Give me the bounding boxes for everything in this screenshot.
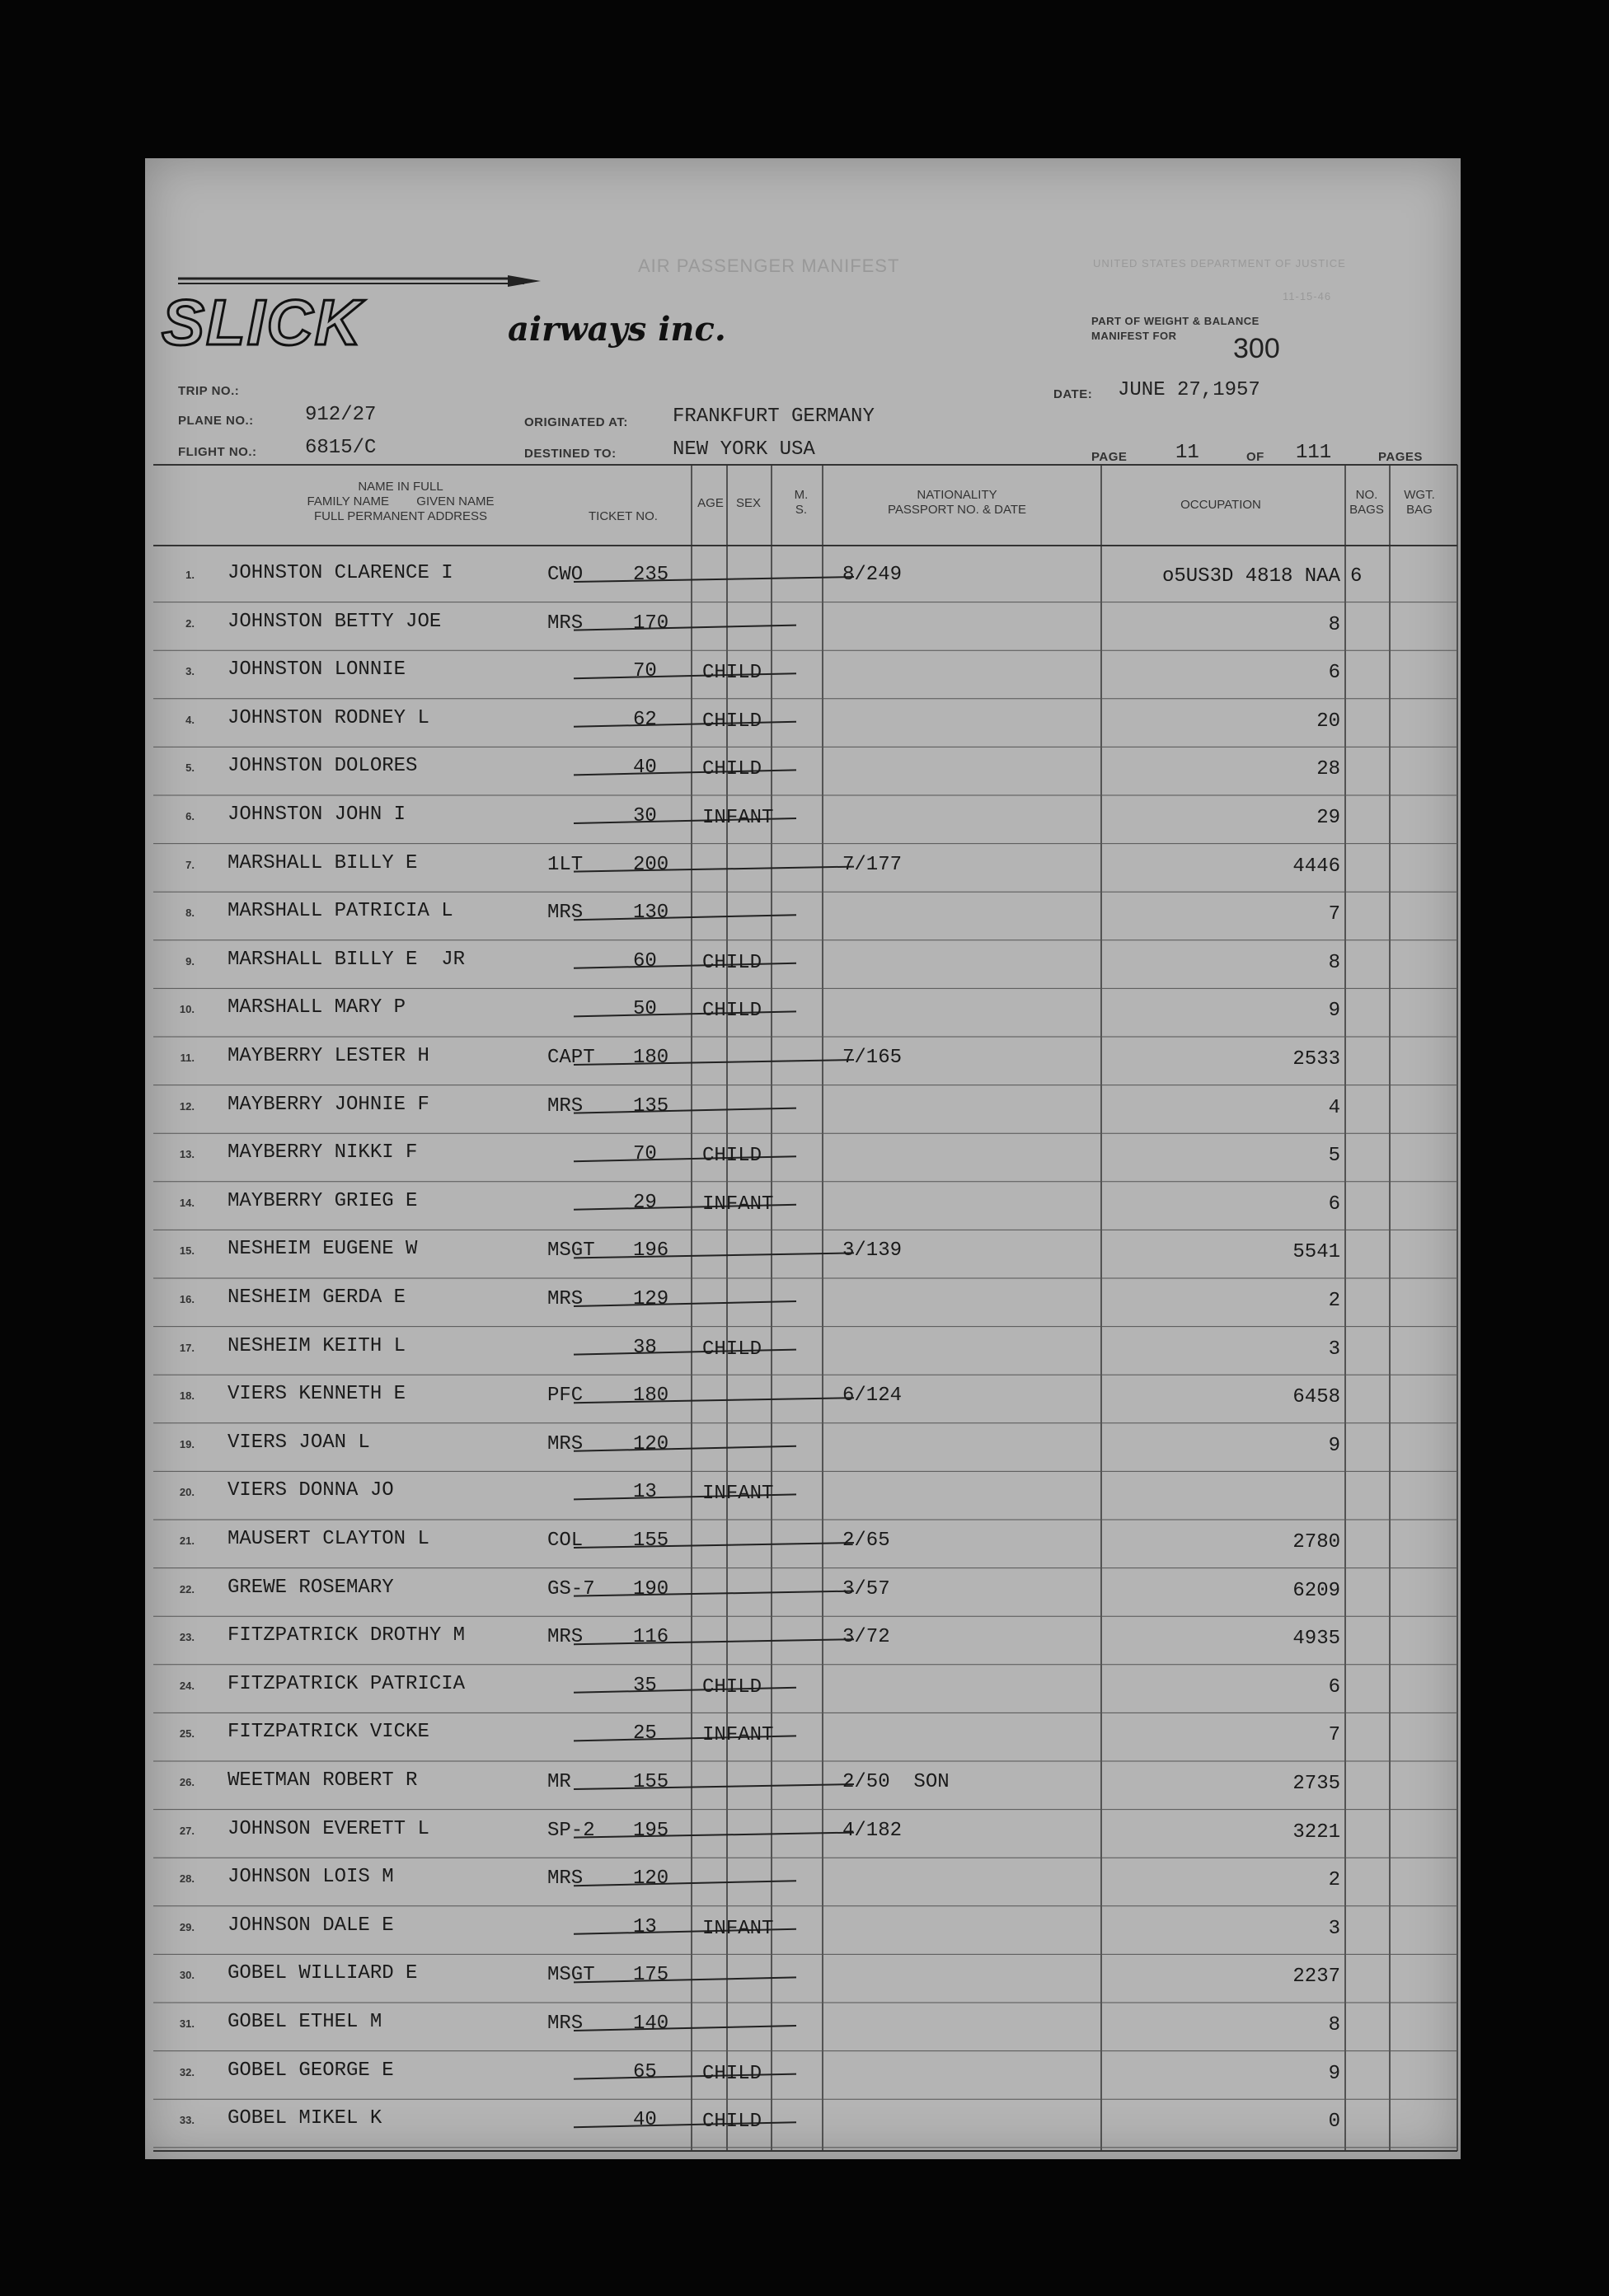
passenger-name: FITZPATRICK DROTHY M	[228, 1624, 466, 1647]
table-row	[145, 1616, 1461, 1665]
passenger-name: MAUSERT CLAYTON L	[228, 1528, 429, 1550]
row-number: 23.	[179, 1631, 195, 1644]
table-row	[145, 1278, 1461, 1327]
ticket-weight: 13	[633, 1481, 657, 1504]
passenger-name: MAYBERRY NIKKI F	[228, 1141, 418, 1164]
manifest-sheet	[145, 158, 1461, 2159]
table-row	[145, 795, 1461, 844]
passenger-title: MRS	[547, 1288, 584, 1310]
passenger-name: NESHEIM EUGENE W	[228, 1238, 418, 1261]
ticket-weight: 195	[633, 1819, 669, 1842]
table-row	[145, 2003, 1461, 2051]
table-row	[145, 1761, 1461, 1810]
passenger-name: GOBEL MIKEL K	[228, 2107, 382, 2130]
weight-note-2: MANIFEST FOR	[1091, 330, 1177, 342]
age-category: INFANT	[702, 807, 774, 829]
col-header-sex: SEX	[735, 496, 761, 510]
passenger-name: JOHNSTON LONNIE	[228, 658, 406, 682]
col-header-ms-2: S.	[795, 503, 808, 517]
ticket-weight: 196	[633, 1239, 669, 1263]
passenger-title: MRS	[547, 1094, 584, 1118]
row-number: 17.	[179, 1341, 195, 1354]
occupation-value: 9	[1328, 1434, 1340, 1457]
age-category: INFANT	[702, 1724, 774, 1747]
occupation-value: 28	[1316, 758, 1340, 781]
occupation-value: 6	[1328, 1193, 1340, 1216]
passenger-title: GS-7	[547, 1577, 595, 1600]
passenger-name: MARSHALL BILLY E JR	[228, 948, 466, 971]
occupation-value: 6	[1328, 662, 1340, 685]
col-header-name-3: FULL PERMANENT ADDRESS	[313, 509, 488, 523]
passenger-name: GOBEL ETHEL M	[228, 2011, 382, 2033]
occupation-value: 2237	[1292, 1966, 1340, 1989]
occupation-value: 7	[1328, 1724, 1340, 1747]
ticket-weight: 70	[633, 1143, 657, 1166]
passenger-name: JOHNSON LOIS M	[228, 1866, 394, 1889]
table-row	[145, 988, 1461, 1037]
ticket-weight: 38	[633, 1336, 657, 1359]
ticket-weight: 60	[633, 949, 657, 972]
ticket-weight: 170	[633, 611, 669, 635]
passport-number: 6/124	[842, 1385, 903, 1408]
ticket-weight: 120	[633, 1432, 669, 1455]
passenger-title: MSGT	[547, 1239, 595, 1263]
age-category: CHILD	[702, 662, 762, 685]
row-number: 32.	[179, 2065, 195, 2078]
occupation-value: 3	[1328, 1338, 1340, 1361]
passenger-name: VIERS KENNETH E	[228, 1383, 406, 1406]
ticket-weight: 190	[633, 1577, 669, 1600]
table-row	[145, 1665, 1461, 1713]
ticket-weight: 180	[633, 1385, 669, 1408]
occupation-value: 0	[1328, 2111, 1340, 2134]
occupation-value: 3	[1328, 1917, 1340, 1940]
passenger-title: 1LT	[547, 853, 584, 876]
table-row	[145, 1037, 1461, 1085]
row-number: 4.	[185, 713, 195, 726]
dest-value: NEW YORK USA	[673, 438, 815, 461]
passport-number: 8/249	[842, 564, 903, 586]
table-row	[145, 2099, 1461, 2148]
occupation-value: 4446	[1292, 855, 1340, 878]
passenger-title: MRS	[547, 1626, 584, 1649]
passenger-name: WEETMAN ROBERT R	[228, 1769, 418, 1792]
table-row	[145, 1085, 1461, 1134]
ticket-weight: 35	[633, 1674, 657, 1697]
passenger-title: CWO	[547, 564, 584, 586]
passenger-name: JOHNSON DALE E	[228, 1914, 394, 1937]
bags-count: 6	[1350, 565, 1363, 588]
row-number: 21.	[179, 1535, 195, 1547]
row-number: 6.	[185, 810, 195, 822]
row-number: 33.	[179, 2114, 195, 2127]
passport-number: 3/139	[842, 1239, 903, 1263]
pages-label: PAGES	[1378, 450, 1423, 464]
ticket-weight: 120	[633, 1867, 669, 1891]
age-category: INFANT	[702, 1193, 774, 1216]
plane-label: PLANE NO.:	[178, 414, 254, 428]
occupation-value: 9	[1328, 1000, 1340, 1023]
passenger-name: MARSHALL MARY P	[228, 996, 406, 1019]
row-number: 8.	[185, 907, 195, 920]
origin-label: ORIGINATED AT:	[524, 415, 628, 429]
dest-label: DESTINED TO:	[524, 447, 617, 461]
table-row	[145, 1182, 1461, 1230]
passenger-title: MRS	[547, 902, 584, 925]
ticket-weight: 40	[633, 2109, 657, 2132]
table-row	[145, 844, 1461, 893]
occupation-value: 8	[1328, 2014, 1340, 2036]
table-row	[145, 940, 1461, 989]
row-number: 25.	[179, 1727, 195, 1741]
page-value: 11	[1175, 442, 1199, 464]
occupation-value: 29	[1316, 807, 1340, 829]
occupation-value: 8	[1328, 613, 1340, 636]
trip-label: TRIP NO.:	[178, 384, 240, 398]
row-number: 27.	[179, 1824, 195, 1837]
occupation-value: 2	[1328, 1290, 1340, 1312]
passenger-name: MARSHALL BILLY E	[228, 851, 418, 874]
flight-label: FLIGHT NO.:	[178, 445, 257, 459]
page-label: PAGE	[1091, 450, 1128, 464]
passenger-name: FITZPATRICK VICKE	[228, 1721, 429, 1744]
col-header-wgt-2: BAG	[1406, 503, 1433, 517]
ticket-weight: 235	[633, 564, 669, 586]
occupation-value: 2780	[1292, 1531, 1340, 1553]
ticket-weight: 70	[633, 660, 657, 683]
row-number: 18.	[179, 1389, 195, 1403]
col-header-ticket: TICKET NO.	[589, 509, 658, 523]
occupation-value: 3221	[1292, 1820, 1340, 1844]
table-row	[145, 1858, 1461, 1906]
passenger-name: JOHNSTON JOHN I	[228, 804, 406, 826]
row-number: 9.	[185, 954, 195, 968]
passport-number: 2/50 SON	[842, 1771, 950, 1793]
ticket-weight: 40	[633, 757, 657, 780]
table-row	[145, 1520, 1461, 1568]
col-header-bags-1: NO.	[1355, 488, 1378, 502]
weight-note-1: PART OF WEIGHT & BALANCE	[1091, 315, 1260, 327]
ticket-weight: 140	[633, 2013, 669, 2035]
row-number: 3.	[185, 665, 195, 678]
row-number: 31.	[179, 2017, 195, 2030]
occupation-value: 5	[1328, 1145, 1340, 1168]
table-row	[145, 892, 1461, 940]
manifest-title: AIR PASSENGER MANIFEST	[638, 255, 900, 276]
table-row	[145, 699, 1461, 747]
ticket-weight: 65	[633, 2060, 657, 2083]
passenger-name: JOHNSTON CLARENCE I	[228, 562, 453, 584]
ticket-weight: 135	[633, 1094, 669, 1118]
occupation-value: 2735	[1292, 1773, 1340, 1795]
row-number: 28.	[179, 1872, 195, 1886]
col-header-nat-1: NATIONALITY	[917, 488, 997, 502]
occupation-value: 20	[1316, 710, 1340, 733]
ticket-weight: 129	[633, 1288, 669, 1310]
ticket-weight: 50	[633, 998, 657, 1021]
row-number: 11.	[180, 1052, 195, 1064]
table-row	[145, 1810, 1461, 1858]
table-row	[145, 747, 1461, 795]
occupation-value: 5541	[1292, 1241, 1340, 1264]
row-number: 30.	[179, 1969, 195, 1982]
table-row	[145, 1327, 1461, 1375]
occupation-value: 6	[1328, 1675, 1340, 1699]
table-row	[145, 1954, 1461, 2003]
occupation-value: 6458	[1292, 1386, 1340, 1409]
passenger-name: MARSHALL PATRICIA L	[228, 900, 453, 923]
table-row	[145, 1471, 1461, 1520]
age-category: CHILD	[702, 951, 762, 974]
flight-value: 6815/C	[305, 437, 377, 459]
row-number: 10.	[179, 1003, 195, 1016]
passenger-name: NESHEIM GERDA E	[228, 1286, 406, 1309]
passenger-name: JOHNSTON RODNEY L	[228, 706, 429, 729]
passport-number: 7/165	[842, 1047, 903, 1069]
passenger-name: GREWE ROSEMARY	[228, 1576, 394, 1599]
age-category: CHILD	[702, 1000, 762, 1023]
logo-sub: airways inc.	[508, 310, 726, 349]
table-row	[145, 1906, 1461, 1955]
col-header-ms-1: M.	[794, 488, 809, 502]
passenger-name: MAYBERRY GRIEG E	[228, 1189, 418, 1212]
ticket-weight: 62	[633, 708, 657, 731]
passport-number: 2/65	[842, 1530, 890, 1552]
age-category: CHILD	[702, 1675, 762, 1699]
passenger-name: VIERS JOAN L	[228, 1431, 370, 1454]
col-header-age: AGE	[697, 496, 724, 510]
row-number: 13.	[179, 1148, 195, 1161]
row-number: 24.	[179, 1679, 195, 1692]
passport-number: 7/177	[842, 853, 903, 876]
passenger-name: NESHEIM KEITH L	[228, 1334, 406, 1357]
occupation-value: 9	[1328, 2062, 1340, 2085]
passenger-name: MAYBERRY JOHNIE F	[228, 1093, 429, 1116]
ticket-weight: 130	[633, 902, 669, 925]
passenger-title: COL	[547, 1530, 584, 1552]
occupation-value: 4	[1328, 1096, 1340, 1119]
col-header-wgt-1: WGT.	[1404, 488, 1435, 502]
ticket-weight: 180	[633, 1047, 669, 1069]
age-category: CHILD	[702, 2062, 762, 2085]
passenger-name: JOHNSTON BETTY JOE	[228, 610, 442, 633]
row-number: 5.	[185, 761, 195, 775]
passenger-name: MAYBERRY LESTER H	[228, 1045, 429, 1067]
row-number: 12.	[179, 1099, 195, 1113]
passenger-title: MRS	[547, 611, 584, 635]
ticket-weight: 200	[633, 853, 669, 876]
passport-number: 4/182	[842, 1819, 903, 1842]
col-header-bags-2: BAGS	[1349, 503, 1384, 517]
col-header-nat-2: PASSPORT NO. & DATE	[887, 503, 1027, 517]
passport-number: 3/57	[842, 1577, 890, 1600]
table-row	[145, 650, 1461, 699]
passenger-title: CAPT	[547, 1047, 595, 1069]
origin-value: FRANKFURT GERMANY	[673, 405, 875, 428]
of-label: OF	[1246, 450, 1264, 464]
passenger-title: MRS	[547, 2013, 584, 2035]
ticket-weight: 175	[633, 1964, 669, 1987]
row-number: 15.	[179, 1244, 195, 1258]
passenger-name: VIERS DONNA JO	[228, 1479, 394, 1502]
passenger-name: JOHNSON EVERETT L	[228, 1817, 429, 1840]
occupation-value: 2	[1328, 1869, 1340, 1892]
table-row	[145, 1230, 1461, 1278]
ticket-weight: 155	[633, 1530, 669, 1552]
age-category: CHILD	[702, 710, 762, 733]
age-category: CHILD	[702, 1145, 762, 1168]
col-header-occupation: OCCUPATION	[1180, 498, 1261, 512]
of-value: 111	[1296, 442, 1332, 464]
manifest-number: 300	[1233, 333, 1280, 364]
age-category: INFANT	[702, 1917, 774, 1940]
table-row	[145, 1568, 1461, 1617]
row-number: 16.	[179, 1293, 195, 1305]
age-category: INFANT	[702, 1483, 774, 1506]
passenger-name: JOHNSTON DOLORES	[228, 755, 418, 778]
passenger-title: MR	[547, 1771, 571, 1793]
table-row	[145, 554, 1461, 602]
logo-main: SLICK	[162, 286, 363, 358]
passenger-title: MRS	[547, 1867, 584, 1891]
table-row	[145, 1133, 1461, 1182]
passenger-name: FITZPATRICK PATRICIA	[228, 1672, 466, 1695]
passenger-title: MRS	[547, 1432, 584, 1455]
table-row	[145, 2051, 1461, 2100]
col-header-name-1: NAME IN FULL	[358, 480, 443, 494]
row-number: 22.	[179, 1582, 195, 1595]
agency-line: UNITED STATES DEPARTMENT OF JUSTICE	[1093, 257, 1346, 269]
row-number: 20.	[179, 1486, 195, 1499]
table-row	[145, 1713, 1461, 1761]
passenger-title: SP-2	[547, 1819, 595, 1842]
table-row	[145, 1375, 1461, 1423]
passenger-name: GOBEL GEORGE E	[228, 2059, 394, 2082]
form-number: 11-15-46	[1283, 290, 1332, 302]
occupation-value: 8	[1328, 951, 1340, 974]
passport-number: 3/72	[842, 1626, 890, 1649]
occupation-value: 2533	[1292, 1048, 1340, 1071]
row-number: 19.	[179, 1437, 195, 1450]
passenger-name: GOBEL WILLIARD E	[228, 1962, 418, 1985]
ticket-weight: 25	[633, 1722, 657, 1745]
date-value: JUNE 27,1957	[1118, 379, 1260, 401]
col-header-name-2: FAMILY NAME GIVEN NAME	[307, 494, 495, 508]
occupation-value: 4935	[1292, 1628, 1340, 1651]
row-number: 14.	[179, 1196, 195, 1209]
row-number: 29.	[179, 1920, 195, 1933]
table-row	[145, 602, 1461, 651]
ticket-weight: 29	[633, 1191, 657, 1214]
occupation-value: o5US3D 4818 NAA	[1161, 565, 1340, 588]
ticket-weight: 155	[633, 1771, 669, 1793]
passenger-title: MSGT	[547, 1964, 595, 1987]
age-category: CHILD	[702, 2111, 762, 2134]
ticket-weight: 116	[633, 1626, 669, 1649]
occupation-value: 7	[1328, 903, 1340, 926]
passenger-title: PFC	[547, 1385, 584, 1408]
age-category: CHILD	[702, 1338, 762, 1361]
age-category: CHILD	[702, 758, 762, 781]
date-label: DATE:	[1053, 387, 1093, 401]
ticket-weight: 13	[633, 1915, 657, 1938]
occupation-value: 6209	[1292, 1579, 1340, 1602]
ticket-weight: 30	[633, 805, 657, 827]
row-number: 2.	[185, 616, 195, 630]
row-number: 1.	[185, 569, 195, 581]
table-row	[145, 1423, 1461, 1472]
row-number: 26.	[179, 1776, 195, 1788]
row-number: 7.	[185, 858, 195, 871]
plane-value: 912/27	[305, 404, 377, 426]
